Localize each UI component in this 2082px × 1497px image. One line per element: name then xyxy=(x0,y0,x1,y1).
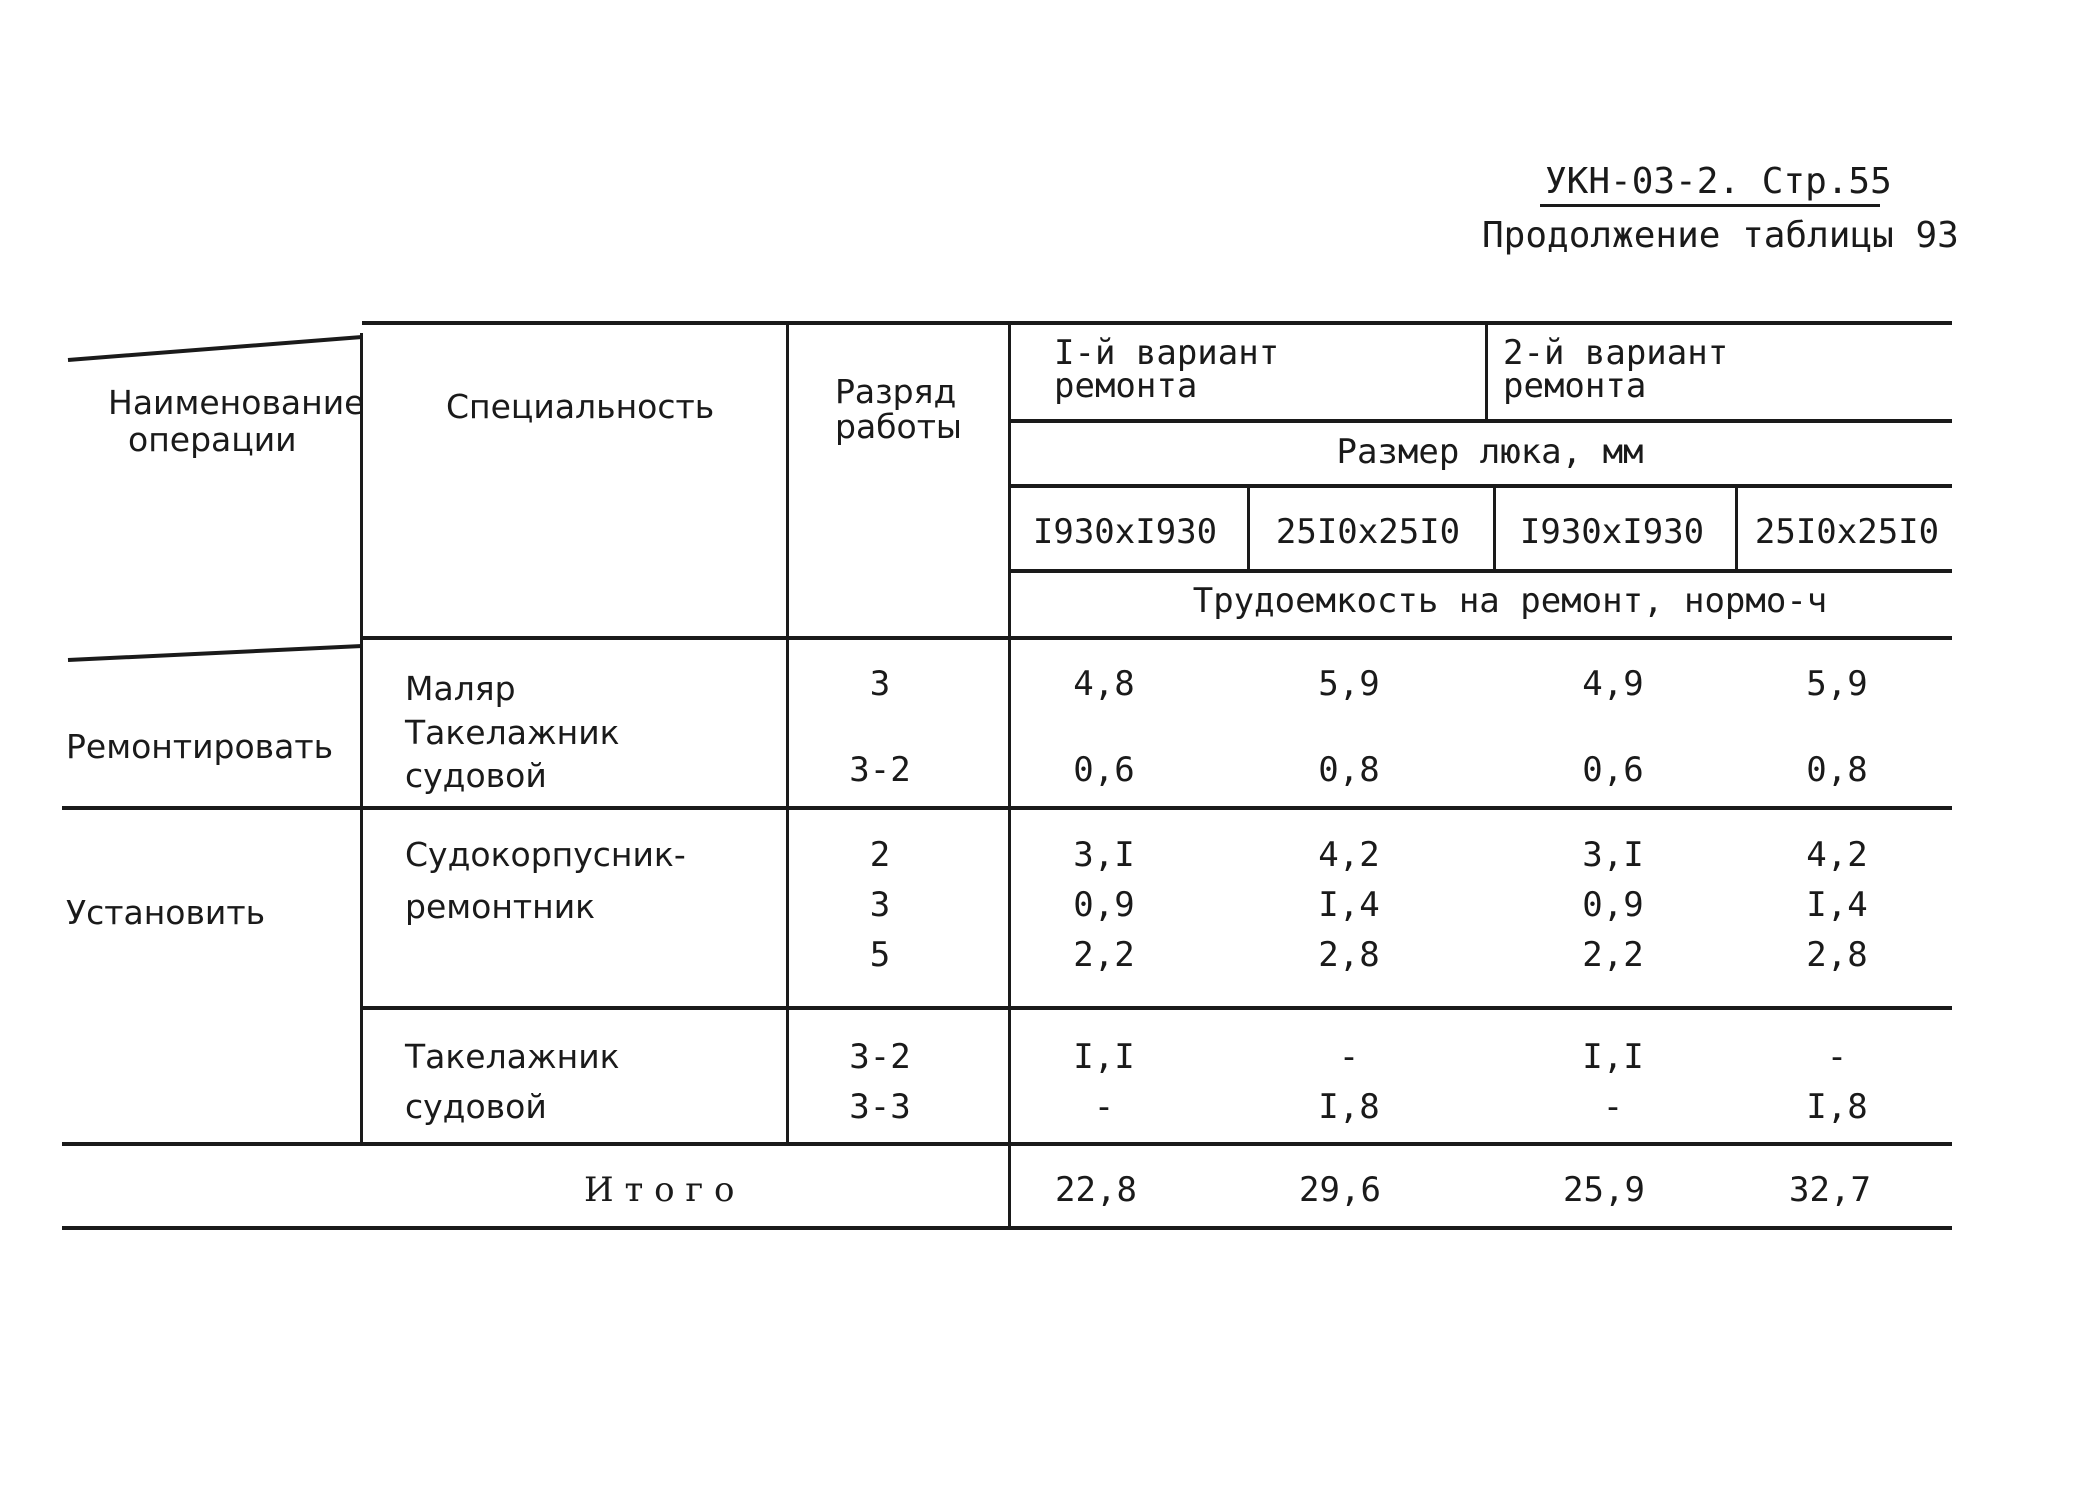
header-size-col2: 25I0x25I0 xyxy=(1275,512,1461,552)
header-variant1-line2: ремонта xyxy=(1054,366,1198,406)
grade-cell: 5 xyxy=(869,935,891,975)
total-cell: 29,6 xyxy=(1299,1170,1381,1210)
value-cell: I,4 xyxy=(1806,885,1868,925)
value-cell: I,8 xyxy=(1318,1087,1380,1127)
specialty-painter: Маляр xyxy=(405,669,516,708)
value-cell: 2,8 xyxy=(1806,935,1868,975)
value-cell: - xyxy=(1826,1037,1848,1077)
specialty-hull-repairer-line2: ремонтник xyxy=(405,887,596,926)
col-divider-size-3 xyxy=(1735,484,1738,569)
total-cell: 32,7 xyxy=(1789,1170,1871,1210)
group2-bottom-line xyxy=(362,1006,1952,1010)
header-size-line xyxy=(1010,484,1952,488)
table-continuation-caption: Продолжение таблицы 93 xyxy=(1482,215,1959,256)
header-operation-line2: операции xyxy=(128,420,297,459)
value-cell: I,4 xyxy=(1318,885,1380,925)
value-cell: 5,9 xyxy=(1318,664,1380,704)
value-cell: I,I xyxy=(1073,1037,1135,1077)
value-cell: 4,9 xyxy=(1582,664,1644,704)
total-cell: 25,9 xyxy=(1563,1170,1645,1210)
value-cell: - xyxy=(1602,1087,1624,1127)
header-operation-line1: Наименование xyxy=(108,383,365,422)
value-cell: - xyxy=(1338,1037,1360,1077)
value-cell: 2,8 xyxy=(1318,935,1380,975)
value-cell: I,8 xyxy=(1806,1087,1868,1127)
value-cell: 4,2 xyxy=(1318,835,1380,875)
specialty-rigger-line1: Такелажник xyxy=(405,713,620,752)
col-divider-variants xyxy=(1485,321,1488,419)
value-cell: I,I xyxy=(1582,1037,1644,1077)
grade-cell: 2 xyxy=(869,835,891,875)
col-divider-specialty xyxy=(786,321,789,1142)
header-labor-line xyxy=(1010,569,1952,573)
specialty-hull-repairer-line1: Судокорпусник- xyxy=(405,835,686,874)
value-cell: 0,8 xyxy=(1806,750,1868,790)
grade-cell: 3 xyxy=(869,885,891,925)
header-size-col3: I930xI930 xyxy=(1519,512,1705,552)
header-variant-line xyxy=(1010,419,1952,423)
document-reference: УКН-03-2. Стр.55 xyxy=(1545,161,1892,202)
value-cell: 0,6 xyxy=(1073,750,1135,790)
value-cell: 5,9 xyxy=(1806,664,1868,704)
value-cell: 0,9 xyxy=(1582,885,1644,925)
value-cell: 0,9 xyxy=(1073,885,1135,925)
grade-cell: 3 xyxy=(869,664,891,704)
value-cell: 4,8 xyxy=(1073,664,1135,704)
header-size-col1: I930xI930 xyxy=(1032,512,1218,552)
value-cell: 4,2 xyxy=(1806,835,1868,875)
header-grade-line2: работы xyxy=(835,407,962,446)
specialty-rigger2-line2: судовой xyxy=(405,1087,547,1126)
specialty-rigger-line2: судовой xyxy=(405,756,547,795)
total-cell: 22,8 xyxy=(1055,1170,1137,1210)
col-divider-size-1 xyxy=(1247,484,1250,569)
total-label: И т о г о xyxy=(584,1170,735,1210)
body-bottom-line xyxy=(62,1142,1952,1146)
value-cell: 2,2 xyxy=(1582,935,1644,975)
specialty-rigger2-line1: Такелажник xyxy=(405,1037,620,1076)
header-labor: Трудоемкость на ремонт, нормо-ч xyxy=(1192,581,1828,621)
value-cell: 2,2 xyxy=(1073,935,1135,975)
header-grade-line1: Разряд xyxy=(835,372,957,411)
col-divider-operation xyxy=(360,333,363,1142)
grade-cell: 3-2 xyxy=(849,750,911,790)
header-variant2-line2: ремонта xyxy=(1503,366,1647,406)
header-size-col4: 25I0x25I0 xyxy=(1754,512,1940,552)
group1-bottom-line xyxy=(62,806,1952,810)
value-cell: 0,6 xyxy=(1582,750,1644,790)
header-bottom-line xyxy=(362,636,1952,640)
grade-cell: 3-2 xyxy=(849,1037,911,1077)
header-variant1-line1: I-й вариант xyxy=(1054,333,1280,373)
value-cell: 3,I xyxy=(1582,835,1644,875)
header-specialty: Специальность xyxy=(446,387,715,426)
operation-repair: Ремонтировать xyxy=(66,727,334,766)
grade-cell: 3-3 xyxy=(849,1087,911,1127)
table-top-line-right xyxy=(362,321,1952,325)
value-cell: 0,8 xyxy=(1318,750,1380,790)
table-bottom-line xyxy=(62,1226,1952,1230)
value-cell: 3,I xyxy=(1073,835,1135,875)
header-variant2-line1: 2-й вариант xyxy=(1503,333,1729,373)
col-divider-size-2 xyxy=(1493,484,1496,569)
operation-install: Установить xyxy=(66,893,266,932)
value-cell: - xyxy=(1093,1087,1115,1127)
col-divider-grade xyxy=(1008,321,1011,1226)
header-hatch-size: Размер люка, мм xyxy=(1336,432,1644,472)
